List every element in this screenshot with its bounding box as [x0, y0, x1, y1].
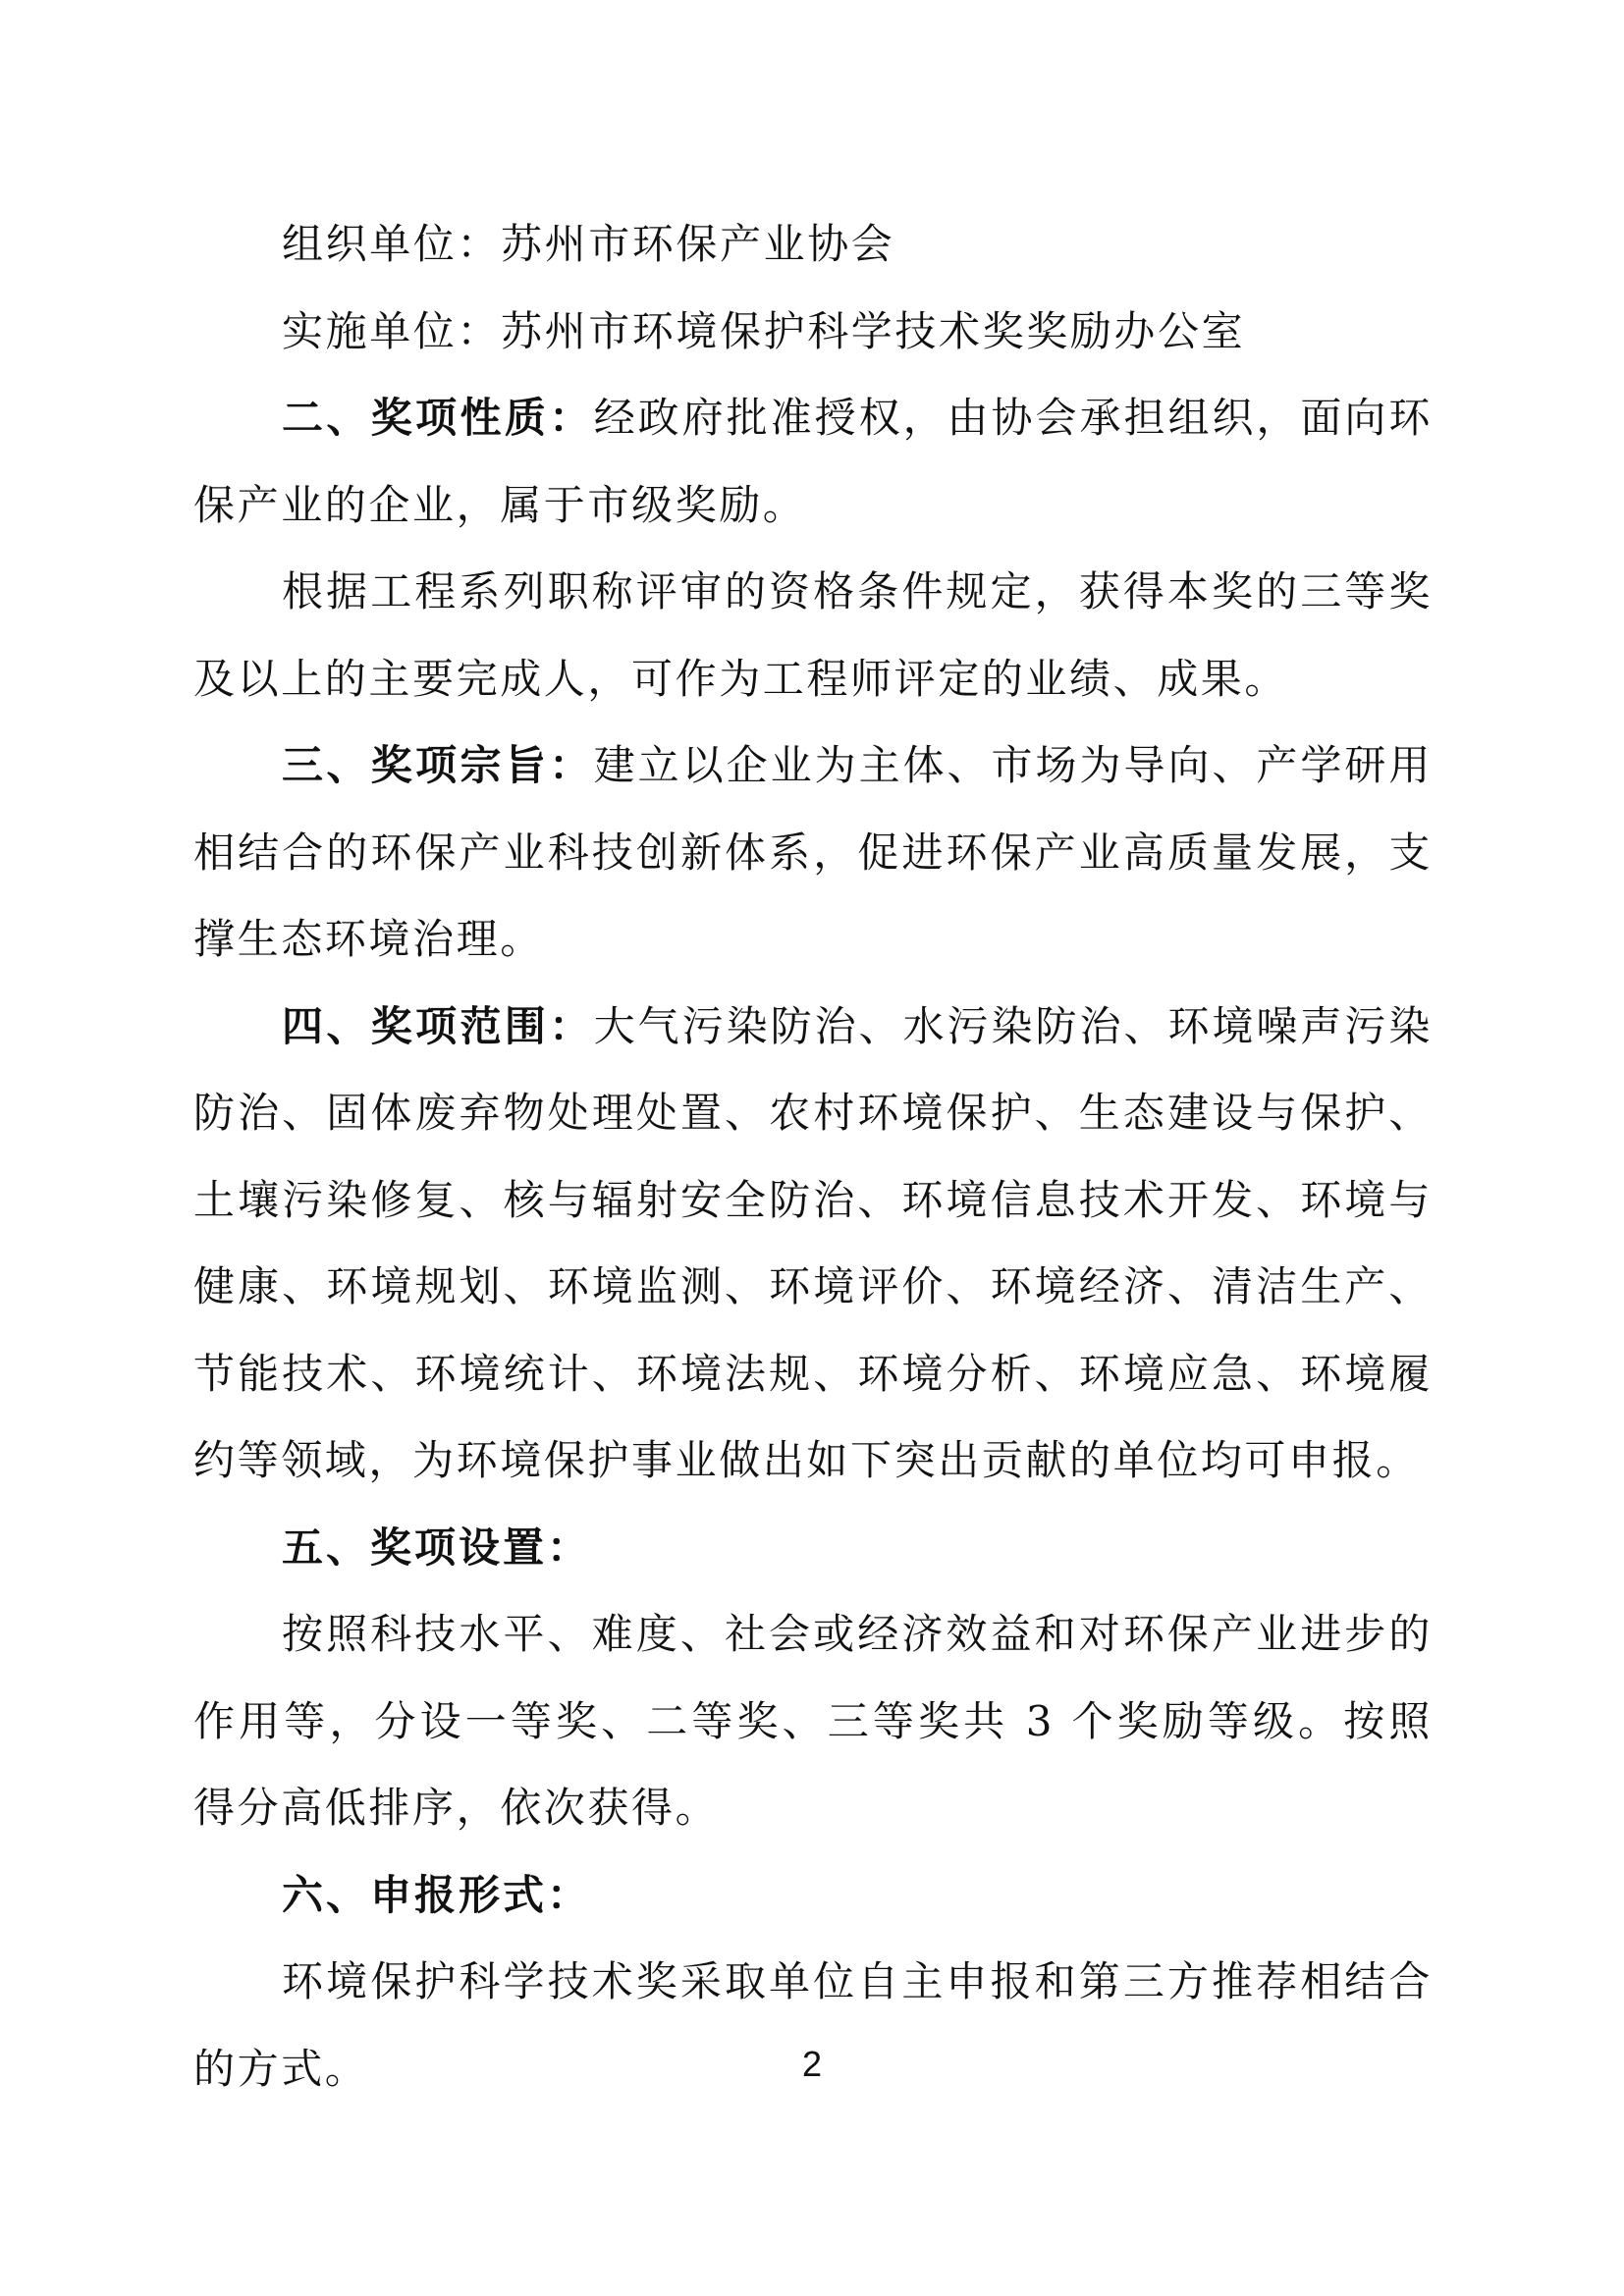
page-number: 2 — [801, 2044, 823, 2084]
organizing-unit-line — [193, 201, 1433, 289]
section-heading: 六、申报形式： — [282, 1870, 592, 1919]
paragraph-text: 环境保护科学技术奖采取单位自主申报和第三方推荐相结合的方式。 — [193, 1957, 1433, 2093]
section-award-setup — [193, 1505, 1433, 1592]
paragraph-text: 根据工程系列职称评审的资格条件规定，获得本奖的三等奖及以上的主要完成人，可作为工程师评定的业绩、成果。 — [193, 567, 1433, 703]
award-levels-paragraph — [193, 1591, 1433, 1852]
section-award-purpose — [193, 722, 1433, 984]
paragraph-text: 实施单位：苏州市环境保护科学技术奖奖励办公室 — [282, 306, 1246, 355]
section-heading: 五、奖项设置： — [282, 1522, 592, 1572]
section-heading: 二、奖项性质： — [282, 394, 594, 442]
section-award-nature — [193, 375, 1433, 549]
document-body — [193, 201, 1433, 2112]
title-evaluation-paragraph — [193, 549, 1433, 722]
section-application-form — [193, 1852, 1433, 1940]
section-award-scope — [193, 984, 1433, 1505]
application-method-paragraph — [193, 1939, 1433, 2112]
paragraph-text: 组织单位：苏州市环保产业协会 — [282, 220, 895, 268]
implementing-unit-line — [193, 289, 1433, 376]
paragraph-text: 经政府批准授权，由协会承担组织，面向环保产业的企业，属于市级奖励。 — [193, 394, 1433, 529]
paragraph-text: 按照科技水平、难度、社会或经济效益和对环保产业进步的作用等，分设一等奖、二等奖、三等奖共 3 个奖励等级。按照得分高低排序，依次获得。 — [193, 1610, 1433, 1832]
paragraph-text: 建立以企业为主体、市场为导向、产学研用相结合的环保产业科技创新体系，促进环保产业高质量发展，支撑生态环境治理。 — [193, 741, 1433, 963]
paragraph-text: 大气污染防治、水污染防治、环境噪声污染防治、固体废弃物处理处置、农村环境保护、生态建设与保护、土壤污染修复、核与辐射安全防治、环境信息技术开发、环境与健康、环境规划、环境监测、环境评价、环境经济、清洁生产、节能技术、环境统计、环境法规、环境分析、环境应急、环境履约等领域，为环境保护事业做出如下突出贡献的单位均可申报。 — [193, 1001, 1433, 1484]
section-heading: 四、奖项范围： — [282, 1001, 594, 1050]
section-heading: 三、奖项宗旨： — [282, 741, 594, 789]
